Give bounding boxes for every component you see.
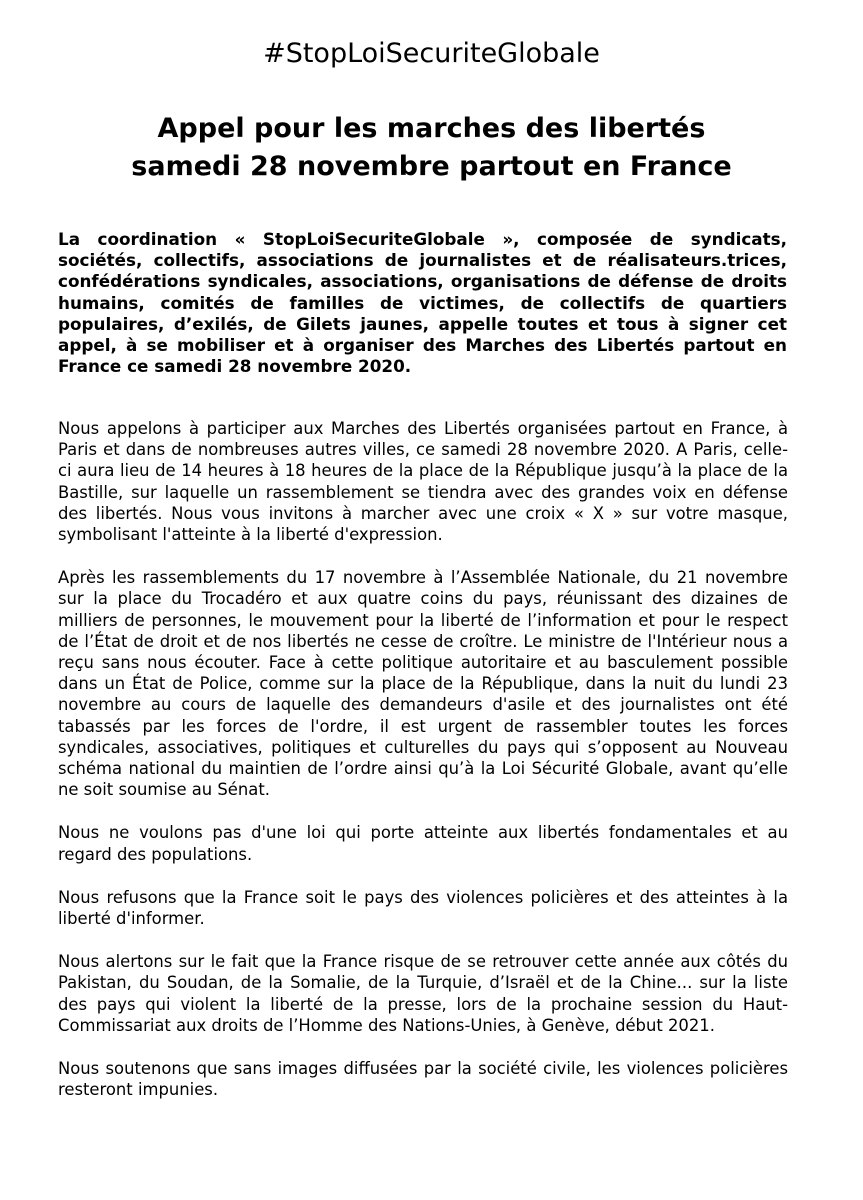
intro-paragraph: La coordination « StopLoiSecuriteGlobale », composée de syndicats, sociétés, collectifs, associations de journalistes et de réalisateurs.trices, confédérations syndicales, associations, organisations de défense de droits humains, comités de familles de victimes, de collectifs de quartiers populaires, d’exilés, de Gilets jaunes, appelle toutes et tous à signer cet appel, à se mobiliser et à organiser des Marches des Libertés partout en France ce samedi 28 novembre 2020. — [58, 229, 787, 377]
paragraph-2: Après les rassemblements du 17 novembre à l’Assemblée Nationale, du 21 novembre sur la place du Trocadéro et aux quatre coins du pays, réunissant des dizaines de milliers de personnes, le mouvement pour la liberté de l’information et pour le respect de l’État de droit et de nos libertés ne cesse de croître. Le ministre de l'Intérieur nous a reçu sans nous écouter. Face à cette politique autoritaire et au basculement possible dans un État de Police, comme sur la place de la République, dans la nuit du lundi 23 novembre au cours de laquelle des demandeurs d'asile et des journalistes ont été tabassés par les forces de l'ordre, il est urgent de rassembler toutes les forces syndicales, associatives, politiques et culturelles du pays qui s’opposent au Nouveau schéma national du maintien de l’ordre ainsi qu’à la Loi Sécurité Globale, avant qu’elle ne soit soumise au Sénat. — [58, 568, 788, 800]
title-line-2: samedi 28 novembre partout en France — [131, 151, 732, 182]
hashtag-heading: #StopLoiSecuriteGlobale — [263, 38, 600, 69]
title-line-1: Appel pour les marches des libertés — [157, 113, 706, 144]
paragraph-1: Nous appelons à participer aux Marches des Libertés organisées partout en France, à Paris et dans de nombreuses autres villes, ce samedi 28 novembre 2020. A Paris, celle-ci aura lieu de 14 heures à 18 heures de la place de la République jusqu’à la place de la Bastille, sur laquelle un rassemblement se tiendra avec des grandes voix en défense des libertés. Nous vous invitons à marcher avec une croix « X » sur votre masque, symbolisant l'atteinte à la liberté d'expression. — [58, 419, 788, 545]
body-text — [58, 418, 788, 1122]
paragraph-6: Nous soutenons que sans images diffusées par la société civile, les violences policières resteront impunies. — [58, 1059, 788, 1100]
page-title — [0, 110, 863, 186]
paragraph-5: Nous alertons sur le fait que la France risque de se retrouver cette année aux côtés du Pakistan, du Soudan, de la Somalie, de la Turquie, d’Israël et de la Chine... sur la liste des pays qui violent la liberté de la presse, lors de la prochaine session du Haut-Commissariat aux droits de l’Homme des Nations-Unies, à Genève, début 2021. — [58, 952, 788, 1035]
paragraph-4: Nous refusons que la France soit le pays des violences policières et des atteintes à la liberté d'informer. — [58, 887, 788, 929]
paragraph-3: Nous ne voulons pas d'une loi qui porte atteinte aux libertés fondamentales et au regard des populations. — [58, 823, 788, 864]
